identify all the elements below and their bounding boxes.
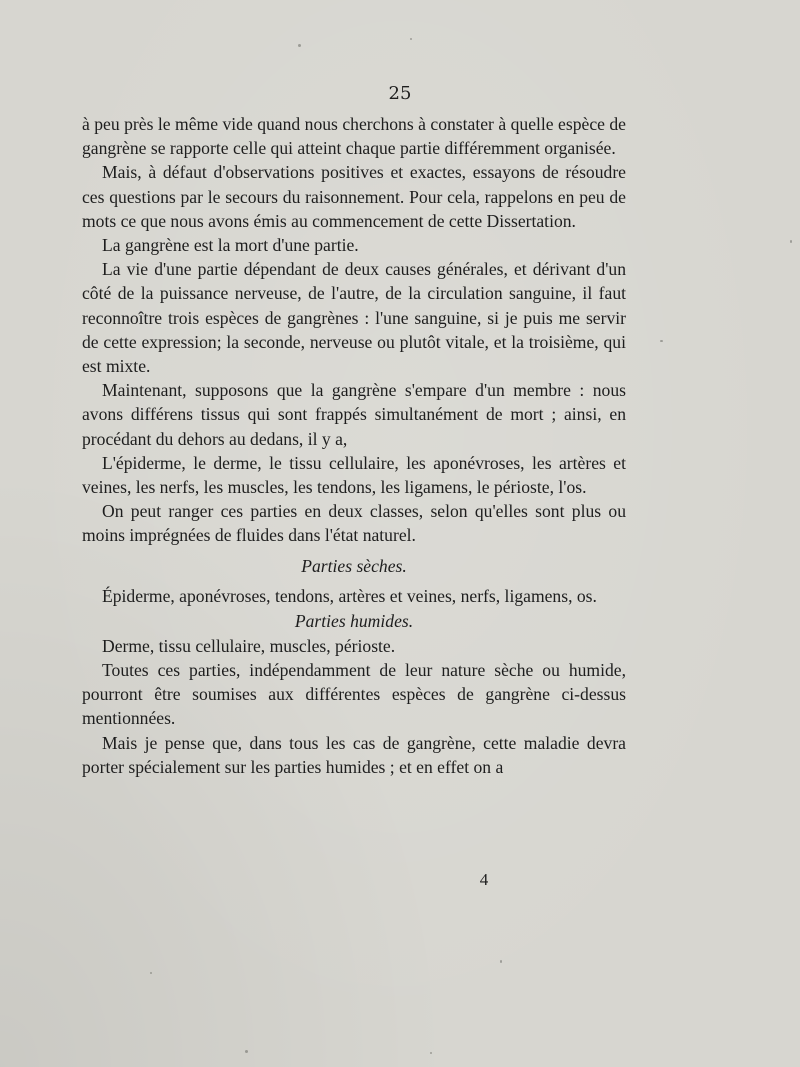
paragraph-trois-especes: La vie d'une partie dépendant de deux causes générales, et dérivant d'un côté de la puissance nerveuse, de l'autre, de la circulation sanguine, il faut reconnoître trois espèces de gangrènes : l'une sanguine, si je puis me servir de cette expression; la seconde, nerveuse ou plutôt vitale, et la troisième, qui est mixte. — [82, 259, 626, 377]
paragraph-deux-classes: On peut ranger ces parties en deux classes, selon qu'elles sont plus ou moins imprégnées de fluides dans l'état naturel. — [82, 501, 626, 546]
paper-speck — [430, 1052, 432, 1054]
page-body — [82, 112, 626, 779]
section-heading-parties-humides: Parties humides. — [294, 610, 414, 631]
paragraph-definition: La gangrène est la mort d'une partie. — [102, 235, 359, 256]
paper-speck — [660, 340, 663, 342]
paper-speck — [500, 960, 502, 963]
paper-speck — [150, 972, 152, 974]
paper-speck — [245, 1050, 248, 1053]
paragraph-toutes-ces-parties: Toutes ces parties, indépendamment de leur nature sèche ou humide, pourront être soumises aux différentes espèces de gangrène ci-dessus mentionnées. — [82, 660, 626, 729]
page-number: 25 — [388, 83, 412, 104]
paragraph-parties-humides: Derme, tissu cellulaire, muscles, périoste. — [102, 635, 396, 656]
paragraph-raisonnement: Mais, à défaut d'observations positives et exactes, essayons de résoudre ces questions par le secours du raisonnement. Pour cela, rappelons en peu de mots ce que nous avons émis au commencement de cette Dissertation. — [82, 162, 626, 231]
paragraph-continuation: à peu près le même vide quand nous cherchons à constater à quelle espèce de gangrène se rapporte celle qui atteint chaque partie différemment organisée. — [82, 114, 626, 159]
paper-speck — [298, 44, 301, 47]
paragraph-tissus-list: L'épiderme, le derme, le tissu cellulaire, les aponévroses, les artères et veines, les nerfs, les muscles, les tendons, les ligamens, le périoste, l'os. — [82, 452, 626, 498]
paragraph-membre: Maintenant, supposons que la gangrène s'empare d'un membre : nous avons différens tissus qui sont frappés simultanément de mort ; ainsi, en procédant du dehors au dedans, il y a, — [82, 380, 626, 449]
paragraph-parties-seches: Épiderme, aponévroses, tendons, artères et veines, nerfs, ligamens, os. — [102, 585, 597, 606]
section-heading-parties-seches: Parties sèches. — [301, 555, 407, 576]
signature-mark: 4 — [479, 870, 489, 889]
paragraph-conclusion: Mais je pense que, dans tous les cas de gangrène, cette maladie devra porter spécialement sur les parties humides ; et en effet on a — [82, 732, 626, 777]
paper-speck — [790, 240, 792, 243]
paper-speck — [410, 38, 412, 40]
